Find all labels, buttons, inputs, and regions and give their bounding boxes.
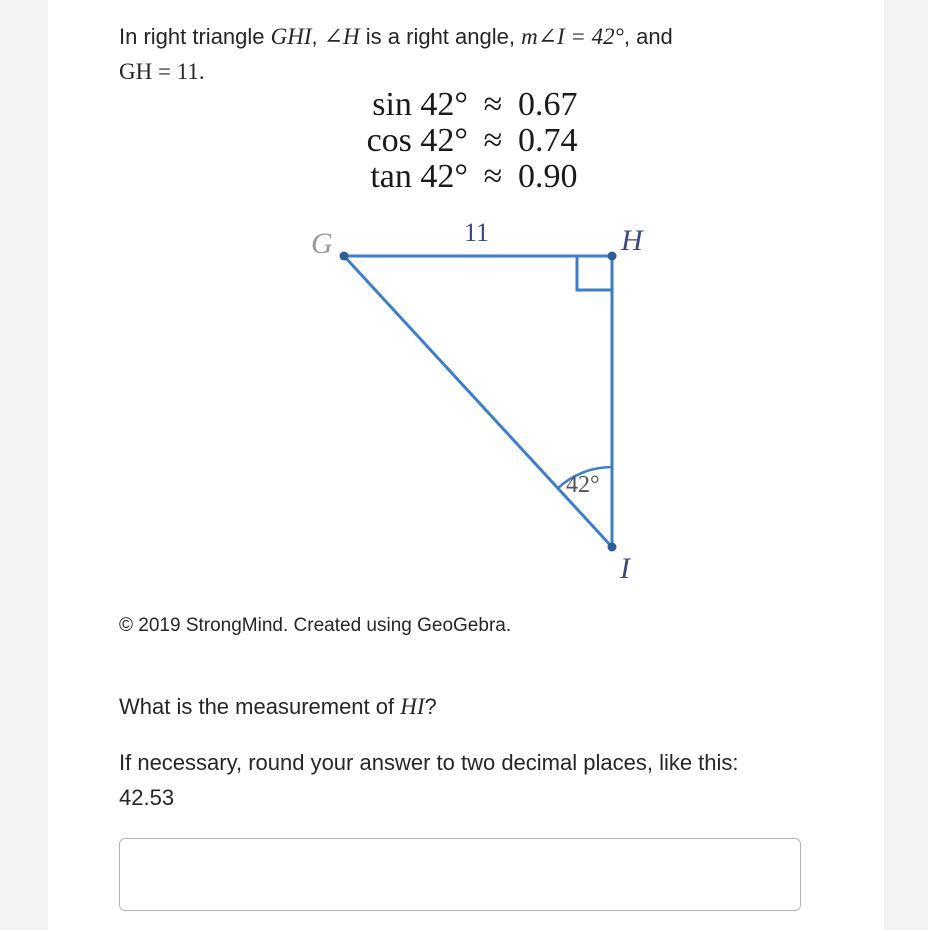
segment-hi: HI — [400, 694, 425, 719]
approx-symbol: ≈ — [483, 86, 503, 123]
side-gh-label: 11 — [464, 218, 490, 247]
right-angle-marker — [577, 256, 612, 290]
side-gh-length: GH = 11. — [119, 59, 205, 84]
trig-function: cos 42° — [366, 122, 468, 159]
question-text — [119, 690, 437, 724]
vertex-g-point — [340, 252, 349, 261]
triangle-sides — [344, 256, 612, 547]
vertex-h-label: H — [621, 224, 643, 257]
angle-i-label: 42° — [566, 472, 600, 498]
vertex-i-label: I — [620, 552, 630, 585]
intro-comma: , — [311, 24, 324, 49]
vertex-g-label: G — [311, 227, 333, 260]
vertex-i-point — [608, 543, 617, 552]
vertex-h-point — [608, 252, 617, 261]
question-mark: ? — [424, 694, 437, 719]
approx-symbol: ≈ — [483, 158, 503, 195]
trig-value: 0.74 — [518, 122, 578, 159]
intro-right-angle-text: is a right angle, — [359, 24, 522, 49]
question-card — [48, 0, 884, 930]
side-gi — [344, 256, 612, 547]
trig-value: 0.90 — [518, 158, 578, 195]
rounding-example: 42.53 — [119, 785, 175, 810]
right-angle-h: ∠H — [323, 24, 360, 49]
trig-function: sin 42° — [372, 86, 468, 123]
rounding-instruction: If necessary, round your answer to two decimal places, like this: — [119, 750, 739, 775]
question-prompt: What is the measurement of — [119, 694, 401, 719]
trig-value: 0.67 — [518, 86, 578, 123]
angle-i-measure: m∠I = 42° — [521, 24, 624, 49]
approx-symbol: ≈ — [483, 122, 503, 159]
triangle-name: GHI — [270, 24, 312, 49]
trig-function: tan 42° — [370, 158, 468, 195]
intro-text: In right triangle — [119, 24, 271, 49]
copyright-credit: © 2019 StrongMind. Created using GeoGebra. — [119, 615, 512, 636]
intro-and-text: , and — [623, 24, 673, 49]
answer-input[interactable] — [119, 838, 801, 911]
triangle-diagram — [48, 0, 884, 600]
